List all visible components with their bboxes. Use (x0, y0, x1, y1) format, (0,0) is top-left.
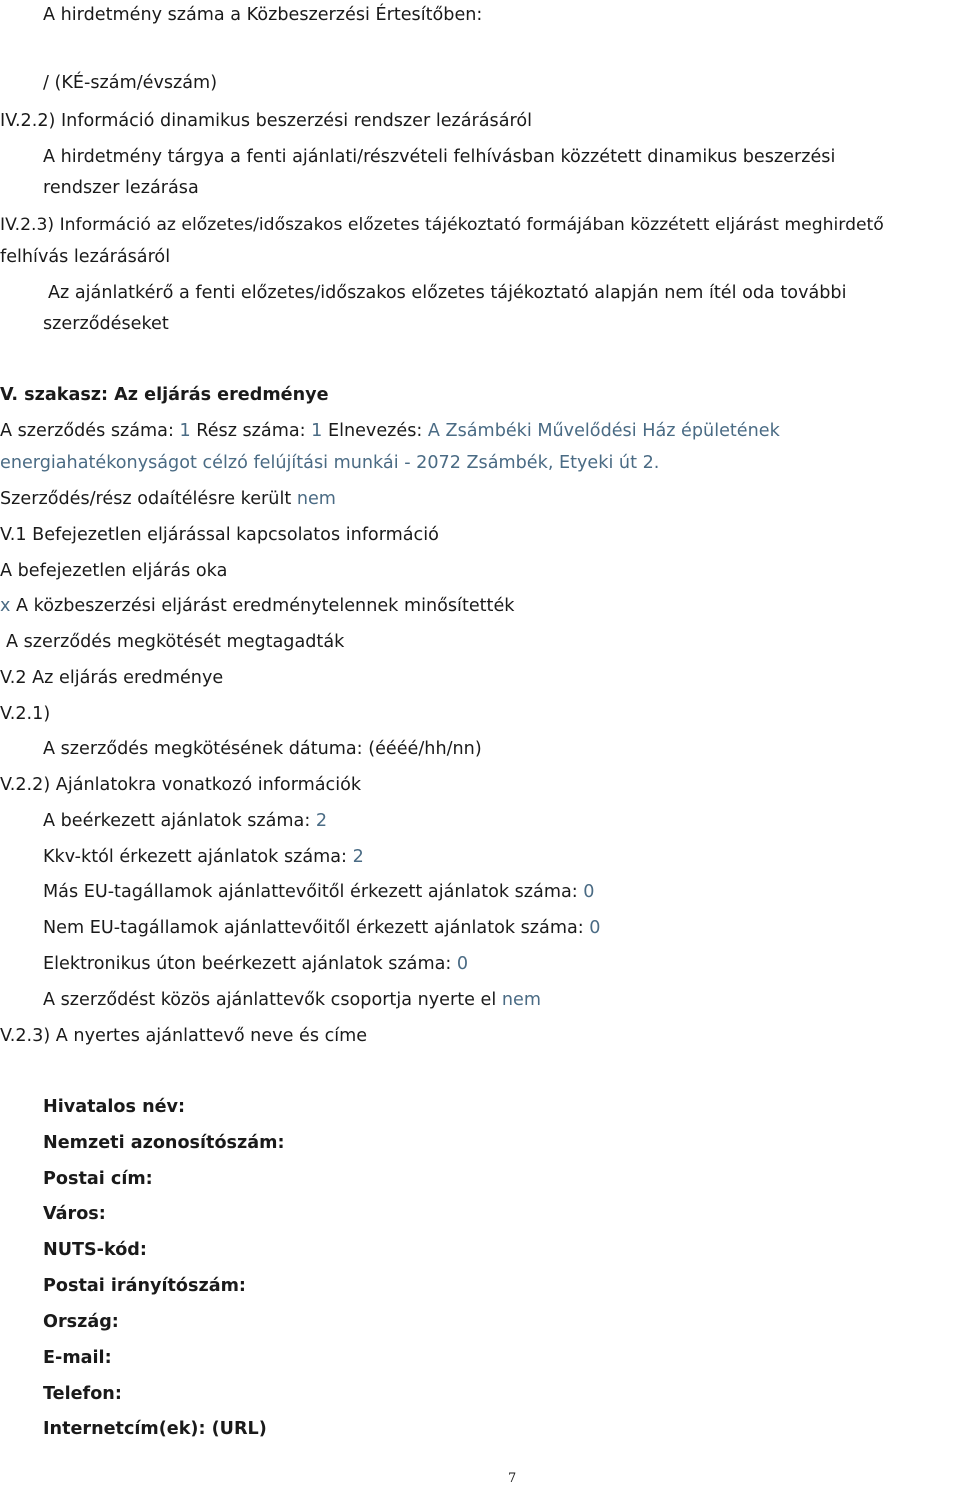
offers-item-value: 0 (583, 882, 595, 902)
v1-option-refused: A szerződés megkötését megtagadták (6, 632, 345, 652)
awarded-label: Szerződés/rész odaítélésre került (0, 489, 292, 509)
winner-nuts-code-label: NUTS-kód: (43, 1240, 147, 1260)
offers-item-joint (43, 989, 541, 1011)
v2-heading: V.2 Az eljárás eredménye (0, 668, 224, 688)
iv22-text-line2: rendszer lezárása (43, 178, 199, 198)
winner-country-label: Ország: (43, 1312, 119, 1332)
winner-url-label: Internetcím(ek): (URL) (43, 1419, 267, 1439)
offers-item-label: Elektronikus úton beérkezett ajánlatok száma: (43, 954, 452, 974)
iv23-text-line2: szerződéseket (43, 314, 169, 334)
offers-item-non-eu (43, 917, 600, 939)
name-value-line2: energiahatékonyságot célzó felújítási munkái - 2072 Zsámbék, Etyeki út 2. (0, 453, 660, 473)
name-label: Elnevezés: (327, 421, 423, 441)
awarded-value: nem (296, 489, 336, 509)
section-v-title: V. szakasz: Az eljárás eredménye (0, 385, 329, 405)
winner-postcode-label: Postai irányítószám: (43, 1276, 246, 1296)
v23-heading: V.2.3) A nyertes ajánlattevő neve és címe (0, 1026, 368, 1046)
contract-no-value: 1 (179, 421, 191, 441)
offers-item-value: 0 (589, 918, 601, 938)
offers-item-value: 2 (352, 847, 364, 867)
v1-option-unsuccessful (0, 595, 514, 617)
v22-heading: V.2.2) Ajánlatokra vonatkozó információk (0, 775, 362, 795)
checked-mark: x (0, 596, 11, 616)
iv23-heading-line1: IV.2.3) Információ az előzetes/időszakos előzetes tájékoztató formájában közzétett eljárást meghirdető (0, 215, 884, 235)
iv23-heading-line2: felhívás lezárásáról (0, 247, 171, 267)
offers-item-value: 0 (456, 954, 469, 974)
v1-option-unsuccessful-label: A közbeszerzési eljárást eredménytelennek minősítették (16, 596, 515, 616)
v1-heading: V.1 Befejezetlen eljárással kapcsolatos információ (0, 525, 439, 545)
winner-phone-label: Telefon: (43, 1384, 122, 1404)
part-no-label: Rész száma: (196, 421, 306, 441)
part-no-value: 1 (311, 421, 323, 441)
iv22-heading: IV.2.2) Információ dinamikus beszerzési rendszer lezárásáról (0, 111, 533, 131)
notice-number-label: A hirdetmény száma a Közbeszerzési Értesítőben: (43, 5, 483, 25)
offers-item-label: A beérkezett ajánlatok száma: (43, 811, 311, 831)
notice-number-format: / (KÉ-szám/évszám) (43, 73, 218, 93)
offers-item-received (43, 810, 327, 832)
winner-national-id-label: Nemzeti azonosítószám: (43, 1133, 285, 1153)
page-number: 7 (508, 1471, 517, 1486)
awarded-line (0, 488, 336, 510)
v1-reason-label: A befejezetlen eljárás oka (0, 561, 228, 581)
v21-date-label: A szerződés megkötésének dátuma: (éééé/hh/nn) (43, 739, 482, 759)
contract-line (0, 420, 780, 442)
winner-official-name-label: Hivatalos név: (43, 1097, 186, 1117)
offers-item-other-eu (43, 881, 594, 903)
winner-email-label: E-mail: (43, 1348, 112, 1368)
offers-item-label: A szerződést közös ajánlattevők csoportja nyerte el (43, 990, 497, 1010)
v21-heading: V.2.1) (0, 704, 51, 724)
iv23-text-line1: Az ajánlatkérő a fenti előzetes/időszakos előzetes tájékoztató alapján nem ítél oda további (48, 283, 847, 303)
winner-city-label: Város: (43, 1204, 106, 1224)
offers-item-label: Kkv-któl érkezett ajánlatok száma: (43, 847, 347, 867)
offers-item-value: 2 (315, 811, 328, 831)
offers-item-electronic (43, 953, 468, 975)
iv22-text-line1: A hirdetmény tárgya a fenti ajánlati/részvételi felhívásban közzétett dinamikus beszerzési (43, 147, 836, 167)
offers-item-label: Más EU-tagállamok ajánlattevőitől érkezett ajánlatok száma: (43, 882, 578, 902)
name-value-line1: A Zsámbéki Művelődési Ház épületének (427, 421, 780, 441)
offers-item-sme (43, 846, 364, 868)
offers-item-label: Nem EU-tagállamok ajánlattevőitől érkezett ajánlatok száma: (43, 918, 584, 938)
winner-postal-address-label: Postai cím: (43, 1169, 153, 1189)
contract-no-label: A szerződés száma: (0, 421, 174, 441)
offers-item-value: nem (501, 990, 541, 1010)
